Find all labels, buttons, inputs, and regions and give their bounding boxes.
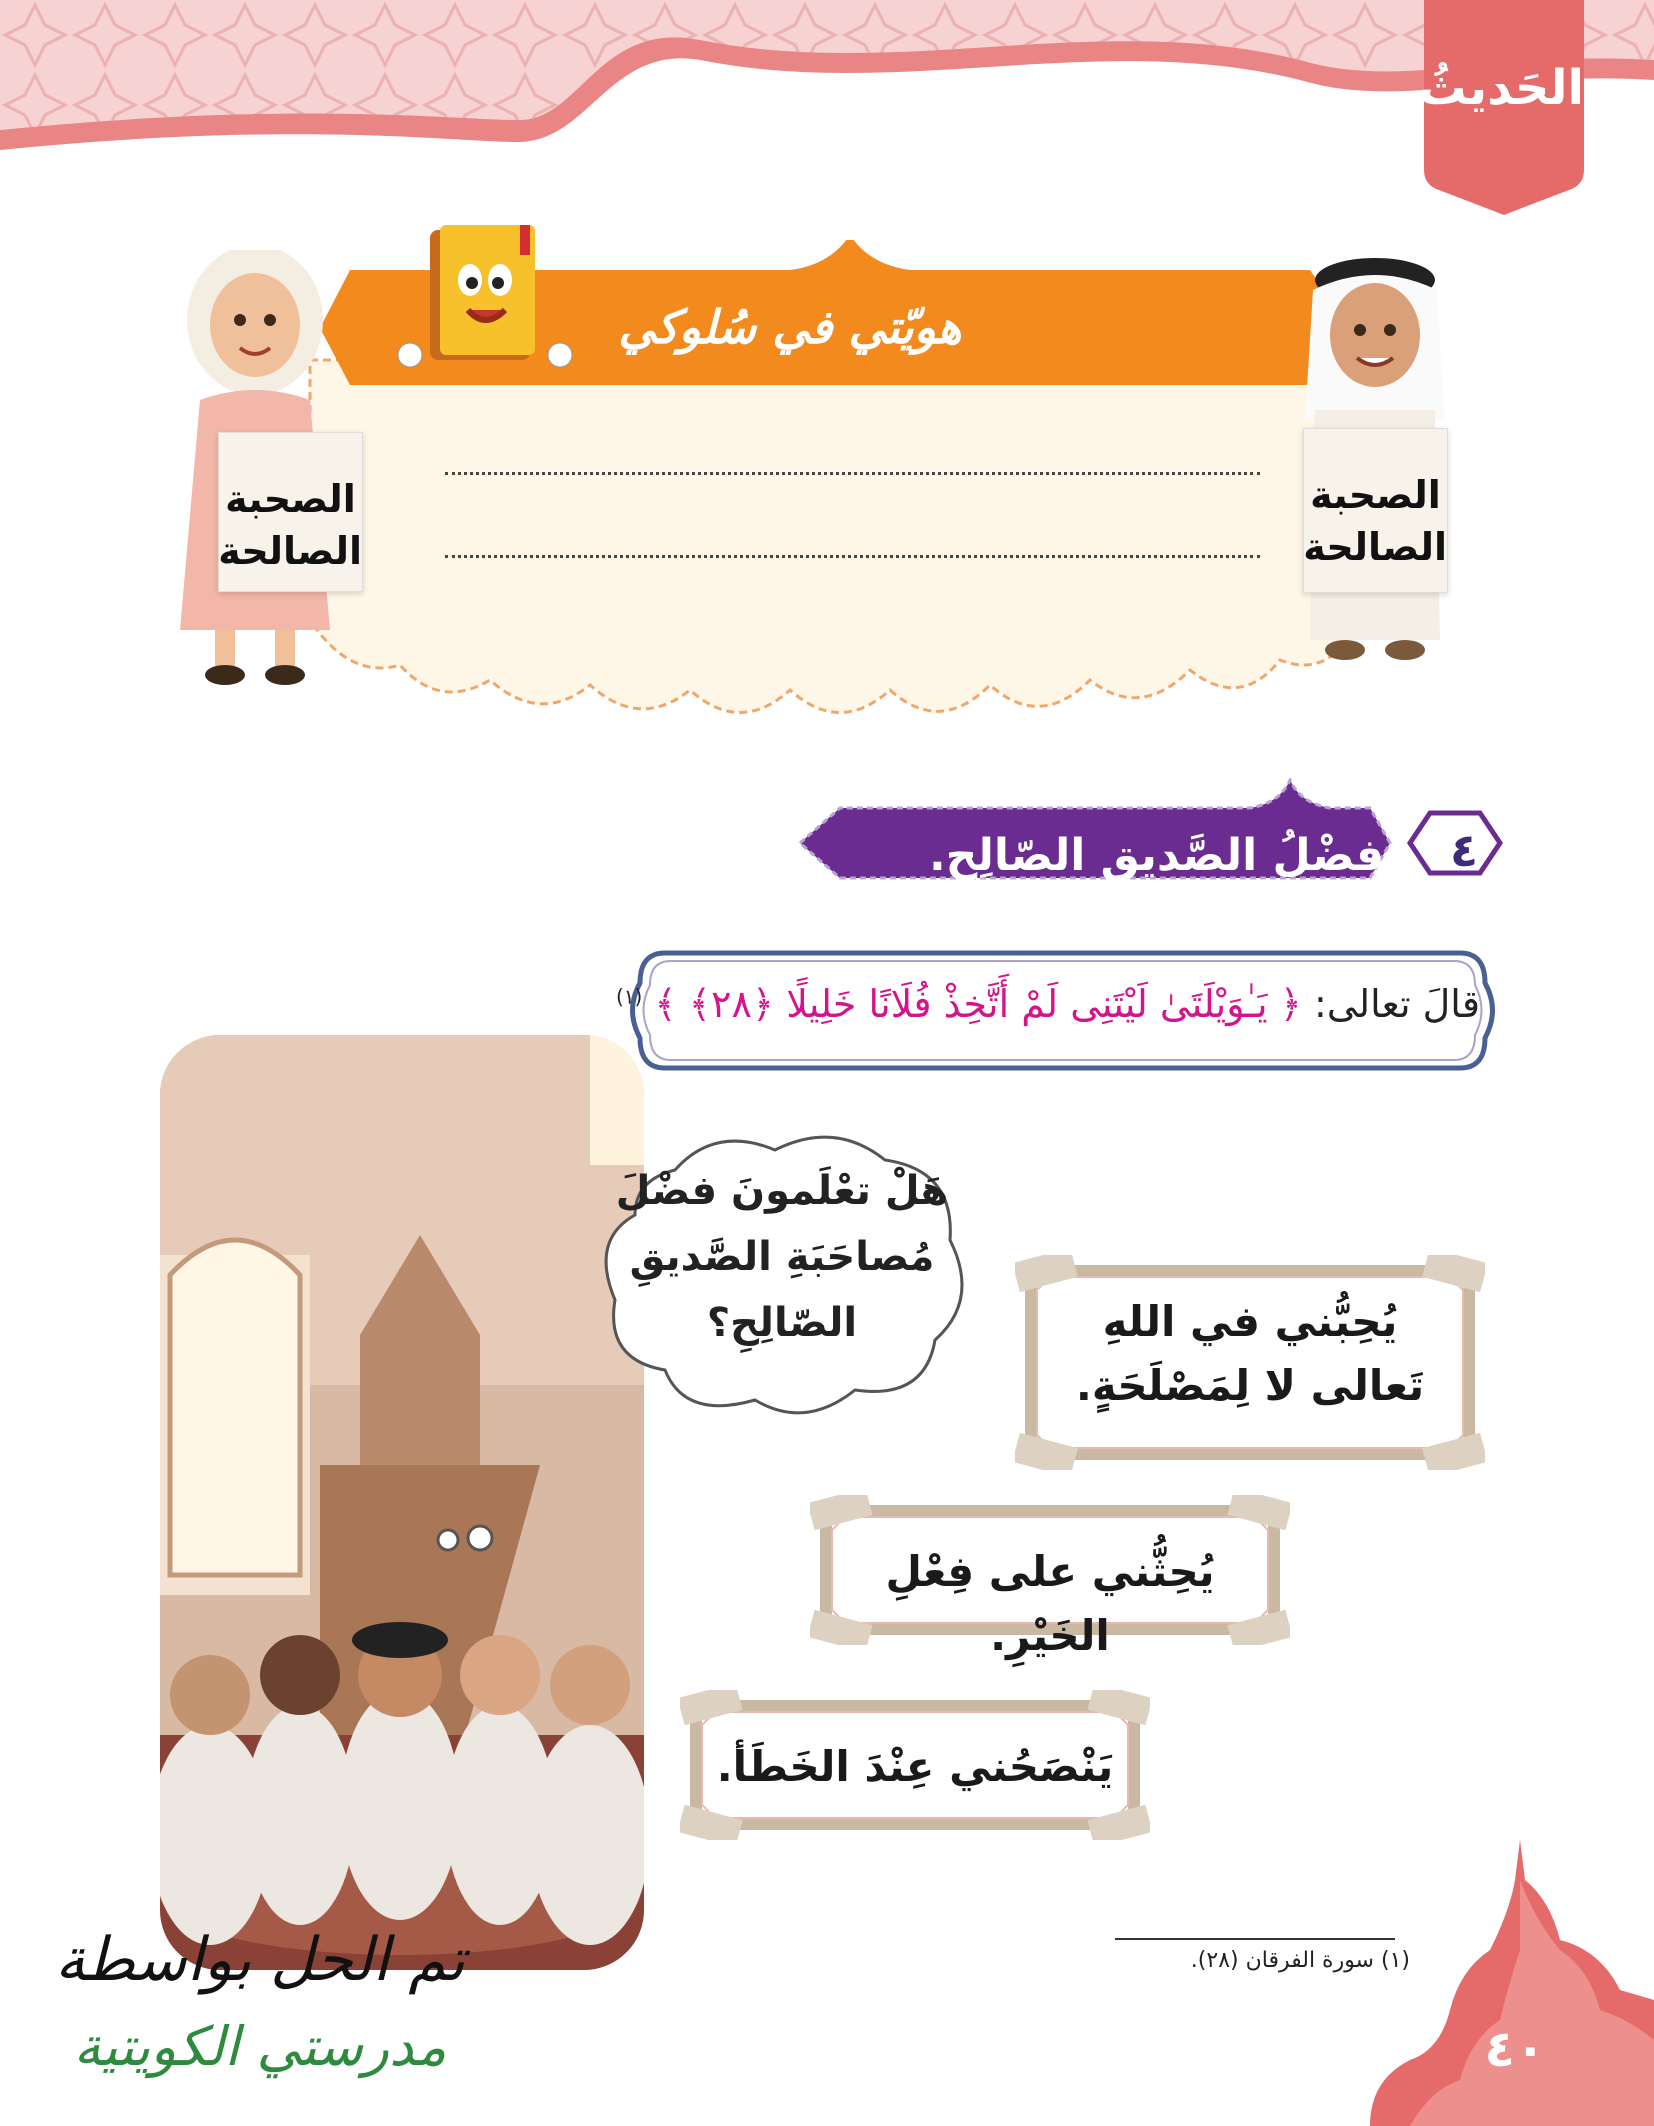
girl-sign: الصحبة الصالحة bbox=[218, 432, 363, 592]
footnote-ref: (١) bbox=[615, 984, 643, 1009]
verse-quote: ﴿ يَـٰوَيْلَتَىٰ لَيْتَنِى لَمْ أَتَّخِذْ فُلَانًا خَلِيلًا ﴿٢٨﴾ ﴾ bbox=[654, 982, 1302, 1026]
answer-line-1[interactable] bbox=[445, 472, 1260, 475]
verse-text bbox=[615, 982, 1480, 1026]
answer-line-2[interactable] bbox=[445, 555, 1260, 558]
footnote: (١) سورة الفرقان (٢٨). bbox=[1190, 1948, 1410, 1973]
identity-card-title: هويّتي في سُلوكي bbox=[618, 300, 962, 354]
corner-dome-decoration bbox=[1370, 1840, 1654, 2126]
lesson-number: ٤ bbox=[1449, 823, 1479, 877]
boy-sign: الصحبة الصالحة bbox=[1303, 428, 1448, 593]
section-label: الحَديثُ bbox=[1418, 60, 1584, 116]
thought-dots bbox=[430, 1520, 500, 1560]
lesson-title: فضْلُ الصَّديقِ الصّالِحِ. bbox=[928, 830, 1384, 881]
verse-intro: قالَ تعالى: bbox=[1314, 982, 1480, 1026]
bubble-question: هَلْ تعْلَمونَ فضْلَ مُصاحَبَةِ الصَّديقِ الصّالِحِ؟ bbox=[615, 1168, 949, 1346]
watermark-line-1: تم الحل بواسطة bbox=[55, 1925, 465, 1995]
note-text-2: يُحِثُّني على فِعْلِ الخَيْرِ. bbox=[885, 1547, 1215, 1660]
note-text-1: يُحِبُّني في اللهِ تَعالى لا لِمَصْلَحَةٍ. bbox=[1075, 1297, 1425, 1410]
book-mascot-icon bbox=[390, 215, 580, 375]
note-text-3: يَنْصَحُني عِنْدَ الخَطَأ. bbox=[716, 1742, 1114, 1791]
page-number: ٤٠ bbox=[1484, 2020, 1546, 2078]
top-decorative-banner bbox=[0, 0, 1654, 160]
boys-in-mosque-illustration bbox=[160, 1035, 644, 1970]
watermark-line-2: مدرستي الكويتية bbox=[73, 2015, 447, 2078]
footnote-divider bbox=[1115, 1938, 1395, 1940]
